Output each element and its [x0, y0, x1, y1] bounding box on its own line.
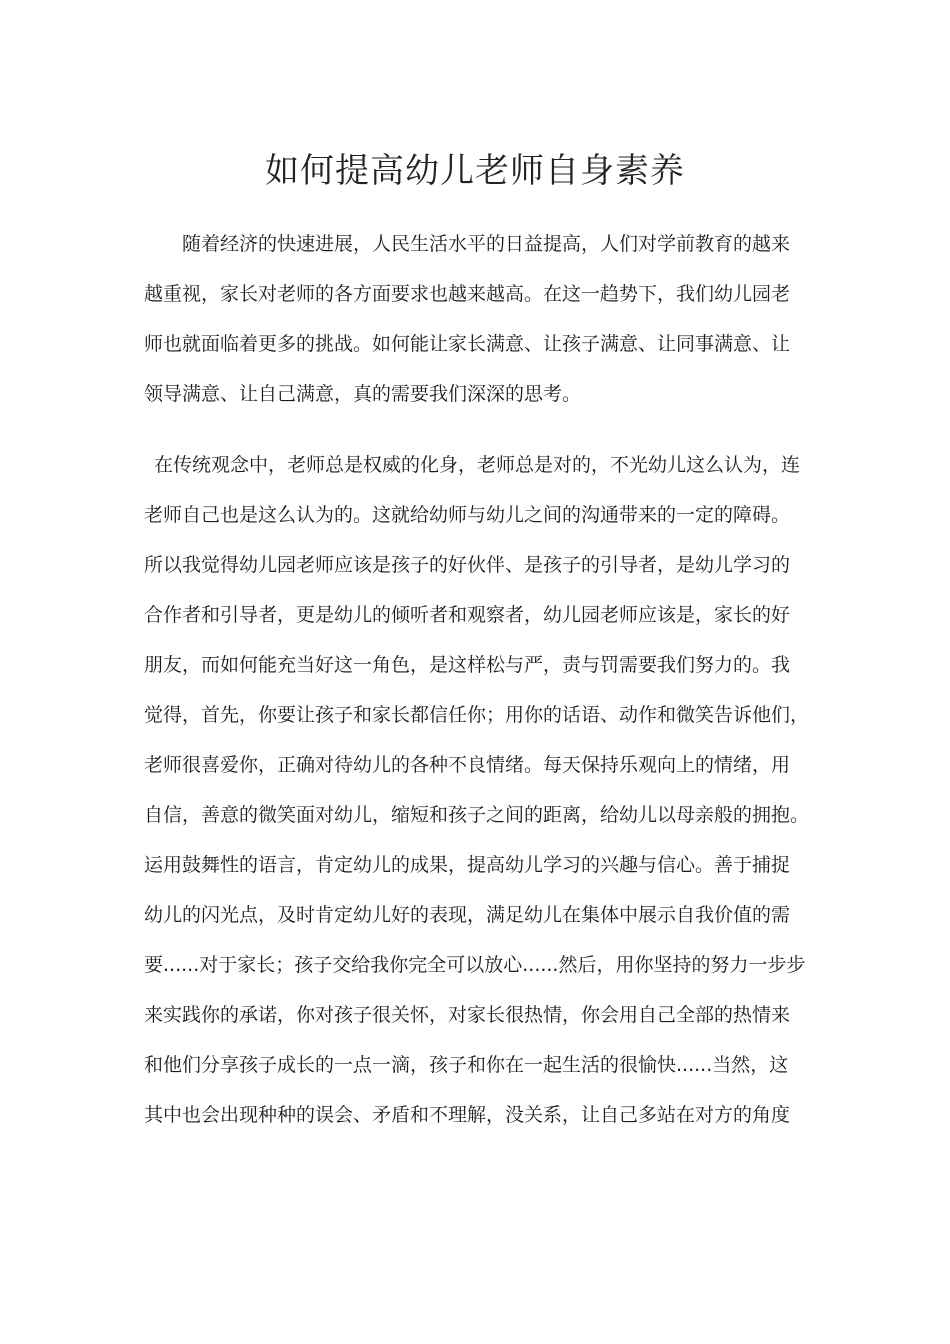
- text-line: 其中也会出现种种的误会、矛盾和不理解，没关系，让自己多站在对方的角度: [144, 1104, 791, 1126]
- document-title: 如何提高幼儿老师自身素养: [265, 151, 685, 191]
- text-line: 在传统观念中，老师总是权威的化身，老师总是对的，不光幼儿这么认为，连: [154, 454, 801, 476]
- text-line: 来实践你的承诺，你对孩子很关怀，对家长很热情，你会用自己全部的热情来: [144, 1004, 791, 1026]
- text-line: 领导满意、让自己满意，真的需要我们深深的思考。: [144, 383, 582, 405]
- text-line: 朋友，而如何能充当好这一角色，是这样松与严，责与罚需要我们努力的。我: [144, 654, 791, 676]
- text-line: 师也就面临着更多的挑战。如何能让家长满意、让孩子满意、让同事满意、让: [144, 333, 791, 355]
- text-line: 幼儿的闪光点，及时肯定幼儿好的表现，满足幼儿在集体中展示自我价值的需: [144, 904, 791, 926]
- text-line: 随着经济的快速进展，人民生活水平的日益提高，人们对学前教育的越来: [182, 233, 791, 255]
- text-line: 和他们分享孩子成长的一点一滴，孩子和你在一起生活的很愉快......当然，这: [144, 1054, 789, 1076]
- text-line: 所以我觉得幼儿园老师应该是孩子的好伙伴、是孩子的引导者，是幼儿学习的: [144, 554, 791, 576]
- text-line: 要......对于家长；孩子交给我你完全可以放心......然后，用你坚持的努力一步步: [144, 954, 806, 976]
- text-line: 觉得，首先，你要让孩子和家长都信任你；用你的话语、动作和微笑告诉他们，: [144, 704, 810, 726]
- text-line: 自信，善意的微笑面对幼儿，缩短和孩子之间的距离，给幼儿以母亲般的拥抱。: [144, 804, 810, 826]
- text-line: 老师自己也是这么认为的。这就给幼师与幼儿之间的沟通带来的一定的障碍。: [144, 504, 791, 526]
- text-line: 老师很喜爱你，正确对待幼儿的各种不良情绪。每天保持乐观向上的情绪，用: [144, 754, 791, 776]
- text-line: 合作者和引导者，更是幼儿的倾听者和观察者，幼儿园老师应该是，家长的好: [144, 604, 791, 626]
- text-line: 越重视，家长对老师的各方面要求也越来越高。在这一趋势下，我们幼儿园老: [144, 283, 791, 305]
- text-line: 运用鼓舞性的语言，肯定幼儿的成果，提高幼儿学习的兴趣与信心。善于捕捉: [144, 854, 791, 876]
